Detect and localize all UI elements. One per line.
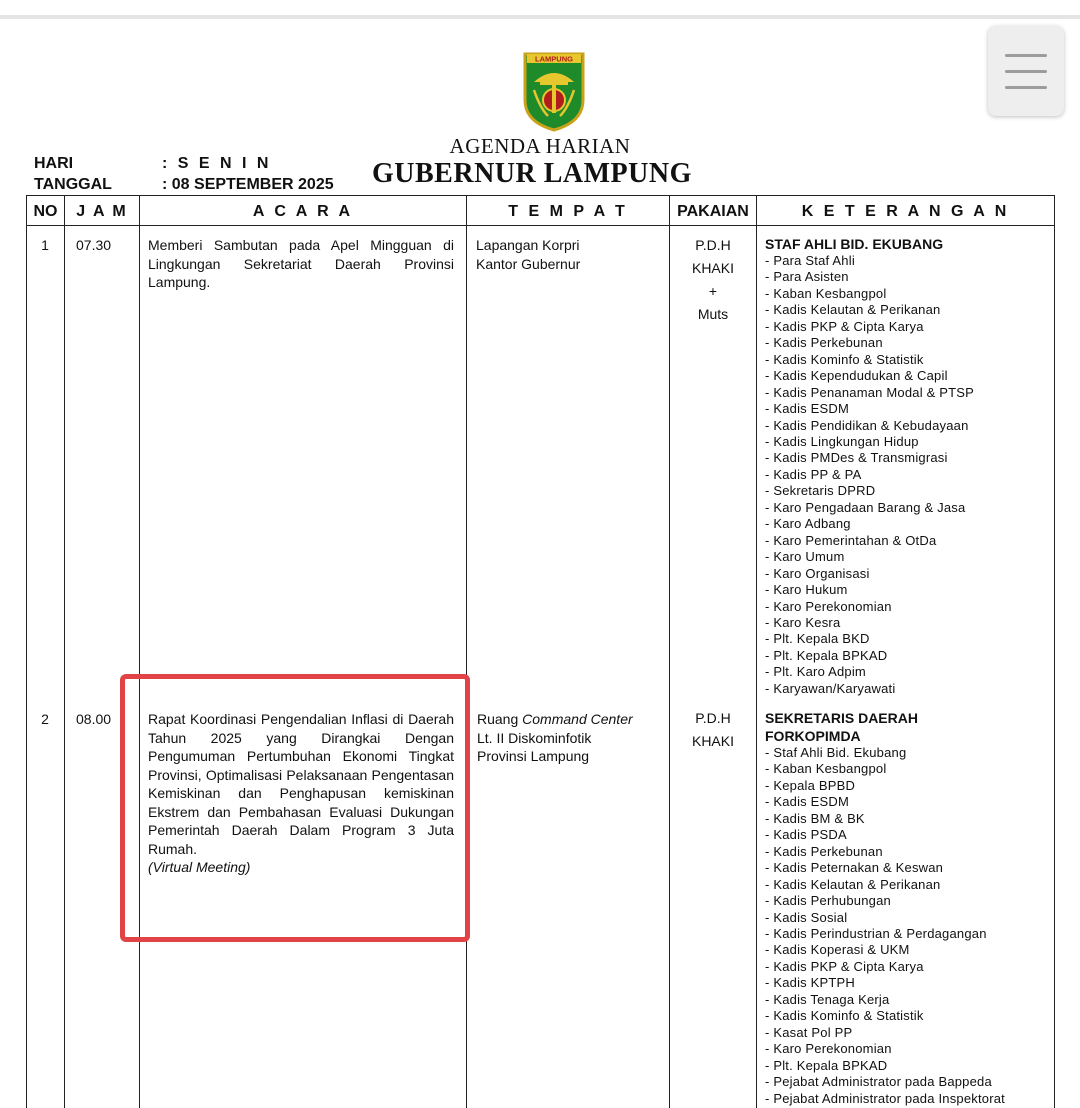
row1-ket-item: - Plt. Kepala BKD (765, 631, 870, 647)
hari-label: HARI (34, 155, 74, 172)
row2-pakaian-line: P.D.H (695, 710, 731, 726)
row1-ket-item: - Kaban Kesbangpol (765, 285, 887, 301)
col-header-keterangan: K E T E R A N G A N (801, 203, 1010, 220)
row1-ket-item: - Karo Hukum (765, 582, 848, 598)
row1-pakaian-line: P.D.H (695, 237, 731, 253)
row2-ket-item: - Kasat Pol PP (765, 1024, 853, 1040)
row2-ket-list (765, 745, 1065, 1107)
row2-ket-item: - Kadis Perindustrian & Perdagangan (765, 925, 987, 941)
row2-ket-item: - Kadis Kominfo & Statistik (765, 1008, 924, 1024)
row1-ket-item: - Karo Organisasi (765, 565, 870, 581)
col-header-no: NO (33, 203, 58, 220)
row1-ket-item: - Karo Kesra (765, 614, 841, 630)
row2-ket-head: SEKRETARIS DAERAH (765, 710, 918, 726)
row1-ket-item: - Para Asisten (765, 269, 849, 285)
row1-pakaian-line: KHAKI (691, 260, 734, 276)
col-divider (139, 195, 140, 1108)
row1-ket-item: - Karyawan/Karyawati (765, 680, 896, 696)
row1-ket-item: - Karo Umum (765, 549, 845, 565)
tanggal-label: TANGGAL (34, 176, 112, 193)
tanggal-value: : 08 SEPTEMBER 2025 (162, 176, 334, 193)
row2-tempat-line: Provinsi Lampung (477, 748, 590, 764)
row2-no: 2 (41, 711, 49, 727)
hamburger-bar (1005, 86, 1047, 89)
row2-pakaian (672, 707, 754, 753)
row1-tempat-line: Kantor Gubernur (476, 255, 581, 272)
row2-pakaian-line: KHAKI (691, 733, 734, 749)
col-divider (466, 195, 467, 1108)
row2-tempat-prefix: Ruang (477, 711, 523, 727)
row1-ket-item: - Para Staf Ahli (765, 253, 855, 268)
row2-ket-item: - Kadis Peternakan & Keswan (765, 860, 944, 876)
lampung-emblem-icon (522, 50, 586, 132)
row2-tempat-line (477, 710, 667, 729)
row2-keterangan (765, 709, 1065, 1107)
row2-tempat-emphasis: Command Center (522, 711, 633, 727)
row2-ket-item: - Pejabat Administrator pada Inspektorat (765, 1090, 1005, 1106)
emblem-label: LAMPUNG (535, 54, 573, 64)
row1-ket-item: - Kadis Kelautan & Perikanan (765, 302, 941, 318)
row1-pakaian (672, 234, 754, 326)
row1-no: 1 (41, 237, 49, 253)
col-header-pakaian: PAKAIAN (677, 203, 749, 220)
row2-ket-item: - Kadis Koperasi & UKM (765, 942, 910, 958)
row1-ket-item: - Kadis Penanaman Modal & PTSP (765, 384, 975, 400)
hari-value: : S E N I N (162, 155, 272, 172)
row2-ket-item: - Staf Ahli Bid. Ekubang (765, 745, 907, 760)
row1-ket-item: - Karo Adbang (765, 516, 851, 532)
col-header-jam: J A M (76, 203, 128, 220)
col-divider (669, 195, 670, 1108)
governor-title: GUBERNUR LAMPUNG (372, 158, 692, 189)
row1-pakaian-line: + (708, 283, 718, 299)
row1-ket-item: - Kadis ESDM (765, 401, 850, 417)
row2-ket-head: FORKOPIMDA (765, 728, 861, 744)
row1-ket-item: - Kadis Pendidikan & Kebudayaan (765, 417, 969, 433)
row2-ket-item: - Karo Perekonomian (765, 1041, 892, 1057)
row2-ket-item: - Plt. Kepala BPKAD (765, 1057, 888, 1073)
table-border-top (26, 195, 1055, 196)
row1-tempat (476, 236, 666, 273)
row1-ket-item: - Plt. Kepala BPKAD (765, 647, 888, 663)
row1-ket-list (765, 253, 1065, 697)
row2-ket-item: - Kaban Kesbangpol (765, 761, 887, 777)
row2-acara-note: (Virtual Meeting) (148, 859, 251, 875)
hamburger-menu-icon (1005, 54, 1047, 57)
agenda-title: AGENDA HARIAN (449, 134, 631, 158)
row1-ket-item: - Karo Pemerintahan & OtDa (765, 532, 937, 548)
row1-tempat-line: Lapangan Korpri (476, 237, 580, 253)
row2-tempat (477, 710, 667, 766)
row1-keterangan (765, 235, 1065, 697)
row2-ket-item: - Kadis Kelautan & Perikanan (765, 876, 941, 892)
top-divider (0, 15, 1080, 19)
col-header-acara: A C A R A (252, 203, 354, 220)
row1-ket-item: - Kadis PP & PA (765, 466, 862, 482)
row2-tempat-line: Lt. II Diskominfotik (477, 729, 592, 746)
row2-jam: 08.00 (76, 711, 112, 727)
table-header-divider (26, 225, 1055, 226)
row2-ket-item: - Kadis ESDM (765, 794, 850, 810)
row2-ket-item: - Kadis PKP & Cipta Karya (765, 958, 924, 974)
hamburger-menu-button[interactable] (988, 26, 1064, 116)
row1-ket-item: - Kadis PKP & Cipta Karya (765, 318, 924, 334)
row2-ket-item: - Kadis Perhubungan (765, 893, 891, 909)
row2-acara-text: Rapat Koordinasi Pengendalian Inflasi di Daerah Tahun 2025 yang Dirangkai Dengan Pengumuman Pertumbuhan Ekonomi Tingkat Provinsi, Optimalisasi Pelaksanaan Pengentasan Kemiskinan dan Penghapusan kemiskinan Ekstrem dan Pembahasan Evaluasi Dukungan Pemerintah Daerah Dalam Program 3 Juta Rumah. (148, 711, 454, 857)
highlight-box (120, 674, 470, 942)
row2-ket-item: - Kadis KPTPH (765, 975, 856, 991)
row2-ket-item: - Kadis Tenaga Kerja (765, 991, 890, 1007)
row1-ket-item: - Karo Pengadaan Barang & Jasa (765, 499, 966, 515)
row1-ket-item: - Kadis PMDes & Transmigrasi (765, 450, 948, 466)
col-header-tempat: T E M P A T (508, 203, 628, 220)
col-divider (64, 195, 65, 1108)
row1-ket-item: - Sekretaris DPRD (765, 483, 876, 499)
row2-ket-item: - Pejabat Administrator pada Bappeda (765, 1074, 992, 1090)
row1-ket-item: - Plt. Karo Adpim (765, 664, 866, 680)
row2-ket-item: - Kadis PSDA (765, 827, 847, 843)
hamburger-bar (1005, 70, 1047, 73)
row1-jam: 07.30 (76, 237, 112, 253)
row1-ket-item: - Kadis Perkebunan (765, 335, 883, 351)
table-border-left (26, 195, 27, 1108)
col-divider (756, 195, 757, 1108)
row1-ket-item: - Kadis Kominfo & Statistik (765, 351, 924, 367)
row2-ket-item: - Kadis BM & BK (765, 810, 865, 826)
row2-ket-item: - Kepala BPBD (765, 777, 856, 793)
row2-ket-item: - Kadis Sosial (765, 909, 848, 925)
row1-ket-head: STAF AHLI BID. EKUBANG (765, 236, 944, 252)
row1-pakaian-line: Muts (697, 306, 729, 322)
row1-ket-item: - Kadis Lingkungan Hidup (765, 433, 919, 449)
row1-ket-item: - Kadis Kependudukan & Capil (765, 368, 948, 384)
row2-ket-item: - Kadis Perkebunan (765, 843, 883, 859)
row1-acara: Memberi Sambutan pada Apel Mingguan di Lingkungan Sekretariat Daerah Provinsi Lampung. (148, 237, 454, 290)
row1-ket-item: - Karo Perekonomian (765, 598, 892, 614)
